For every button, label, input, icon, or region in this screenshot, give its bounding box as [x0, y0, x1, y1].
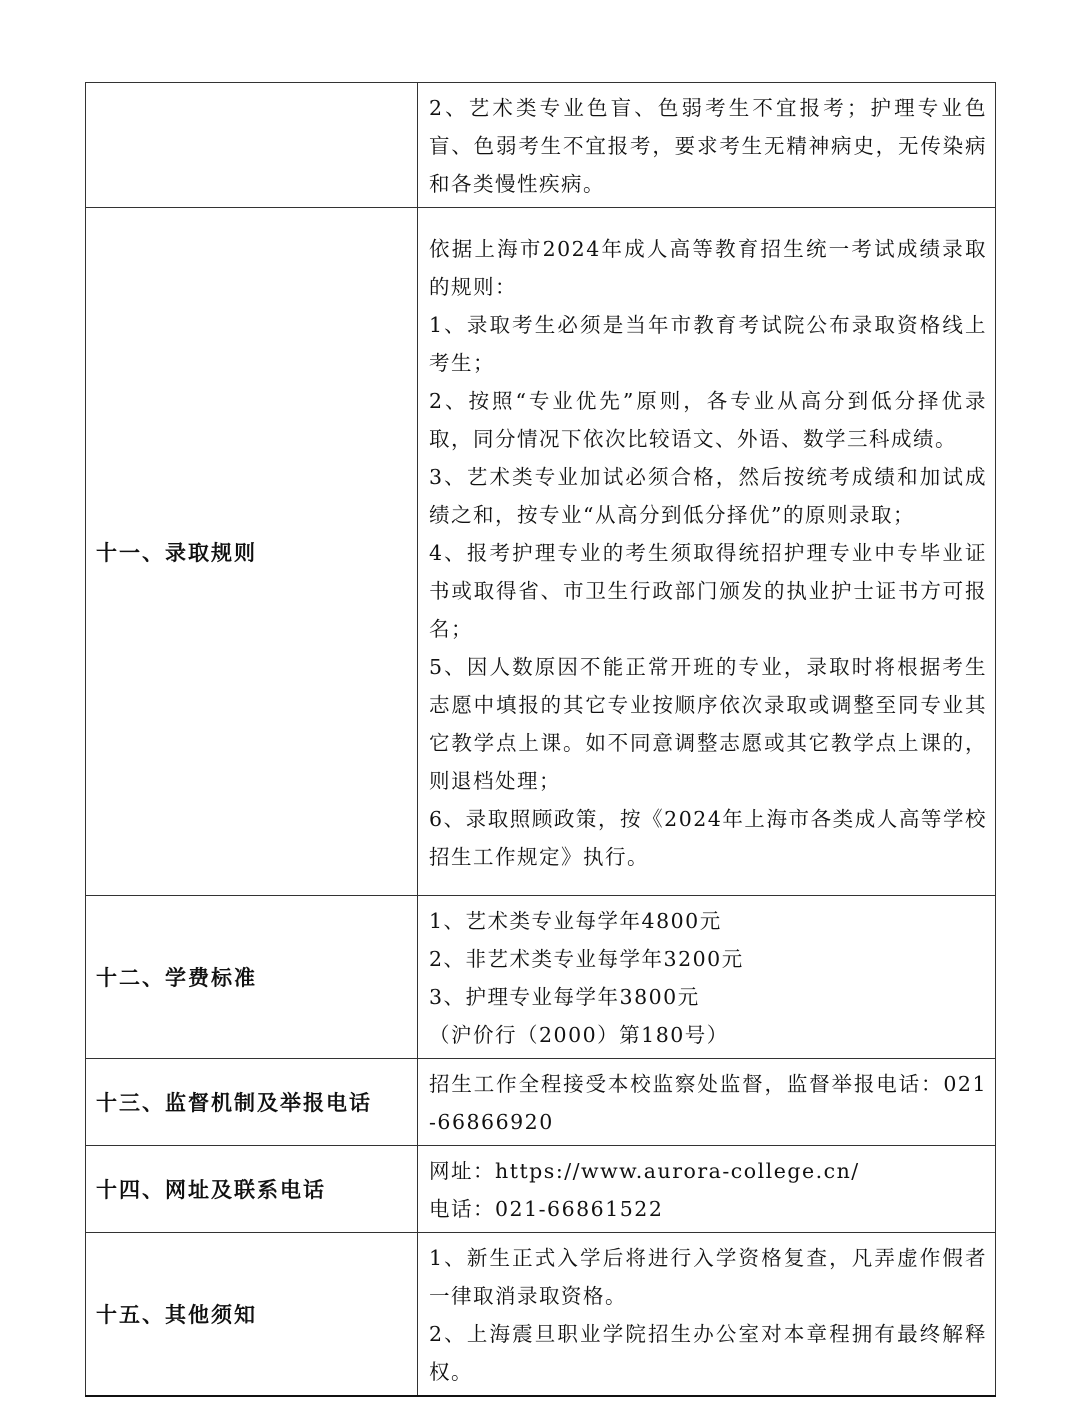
table-row-other-notes — [86, 1233, 996, 1397]
content-line: 3、护理专业每学年3800元 — [429, 985, 700, 1009]
row-content — [418, 1146, 996, 1233]
content-line: 2、非艺术类专业每学年3200元 — [429, 947, 744, 971]
content-line: 依据上海市2024年成人高等教育招生统一考试成绩录取的规则： — [429, 236, 987, 299]
content-line: 2、艺术类专业色盲、色弱考生不宜报考；护理专业色盲、色弱考生不宜报考，要求考生无精神病史，无传染病和各类慢性疾病。 — [429, 96, 987, 196]
row-content — [418, 208, 996, 896]
table-row-health-requirements — [86, 83, 996, 208]
row-content — [418, 83, 996, 208]
content-line: 5、因人数原因不能正常开班的专业，录取时将根据考生志愿中填报的其它专业按顺序依次录取或调整至同专业其它教学点上课。如不同意调整志愿或其它教学点上课的，则退档处理； — [429, 654, 987, 793]
content-line: 1、录取考生必须是当年市教育考试院公布录取资格线上考生； — [429, 312, 987, 375]
phone-line: 电话：021-66861522 — [429, 1197, 664, 1221]
row-content — [418, 896, 996, 1059]
row-label-other-notes: 十五、其他须知 — [86, 1233, 418, 1397]
content-line: 2、上海震旦职业学院招生办公室对本章程拥有最终解释权。 — [429, 1322, 987, 1384]
content-line: 1、艺术类专业每学年4800元 — [429, 909, 722, 933]
table-row-supervision — [86, 1059, 996, 1146]
content-line: （沪价行（2000）第180号） — [429, 1023, 729, 1047]
row-label-tuition: 十二、学费标准 — [86, 896, 418, 1059]
row-content — [418, 1059, 996, 1146]
content-line: 招生工作全程接受本校监察处监督，监督举报电话：021-66866920 — [429, 1072, 987, 1134]
content-line: 1、新生正式入学后将进行入学资格复查，凡弄虚作假者一律取消录取资格。 — [429, 1246, 987, 1308]
content-line: 4、报考护理专业的考生须取得统招护理专业中专毕业证书或取得省、市卫生行政部门颁发的执业护士证书方可报名； — [429, 540, 987, 641]
row-label-admission-rules: 十一、录取规则 — [86, 208, 418, 896]
table-row-admission-rules — [86, 208, 996, 896]
website-line: 网址：https://www.aurora-college.cn/ — [429, 1159, 860, 1183]
table-row-tuition — [86, 896, 996, 1059]
content-line: 2、按照“专业优先”原则，各专业从高分到低分择优录取，同分情况下依次比较语文、外语、数学三科成绩。 — [429, 388, 987, 451]
admission-rules-table — [85, 82, 996, 1397]
row-content — [418, 1233, 996, 1397]
content-line: 3、艺术类专业加试必须合格，然后按统考成绩和加试成绩之和，按专业“从高分到低分择优”的原则录取； — [429, 464, 987, 527]
content-line: 6、录取照顾政策，按《2024年上海市各类成人高等学校招生工作规定》执行。 — [429, 806, 987, 869]
row-label — [86, 83, 418, 208]
row-label-supervision: 十三、监督机制及举报电话 — [86, 1059, 418, 1146]
table-row-contact — [86, 1146, 996, 1233]
row-label-contact: 十四、网址及联系电话 — [86, 1146, 418, 1233]
